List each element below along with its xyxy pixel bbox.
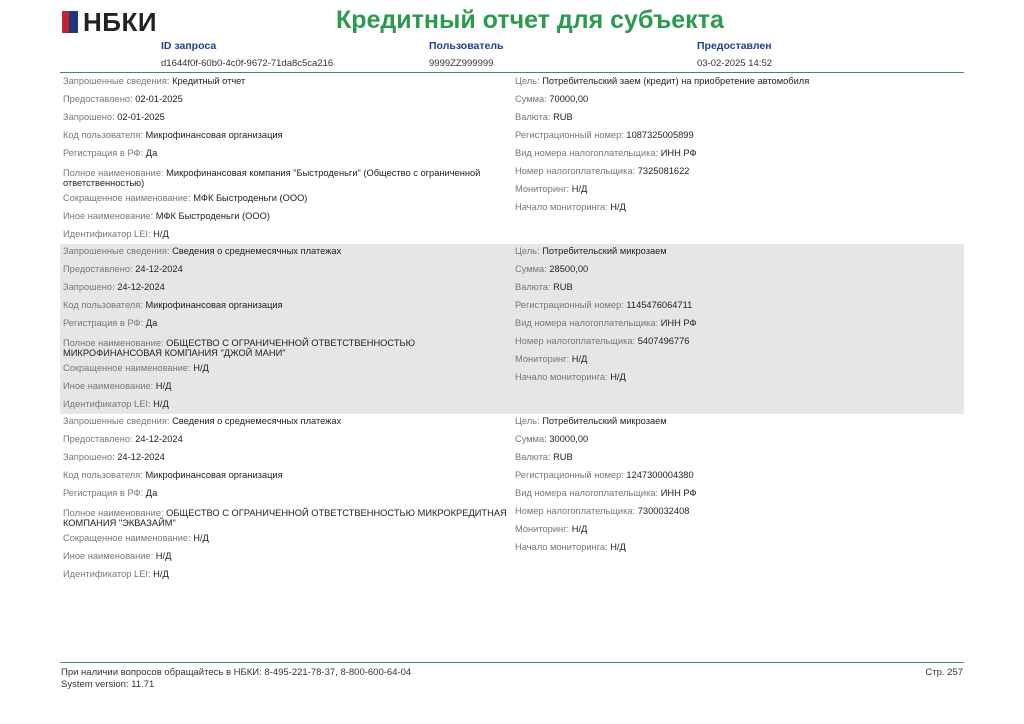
footer-version: System version: 11.71 xyxy=(61,679,155,690)
field-row xyxy=(63,568,169,580)
field-row xyxy=(63,362,209,374)
field-value: 02-01-2025 xyxy=(117,112,165,122)
field-label: Вид номера налогоплательщика: xyxy=(515,488,661,498)
field-row xyxy=(515,165,689,177)
field-value: Н/Д xyxy=(571,354,588,364)
user-value: 9999ZZ999999 xyxy=(429,58,494,69)
page-number: Стр. 257 xyxy=(925,667,963,678)
field-value: Н/Д xyxy=(610,202,626,212)
field-label: Полное наименование: xyxy=(63,168,167,178)
field-value: Н/Д xyxy=(571,524,588,534)
field-row xyxy=(63,299,283,311)
field-label: Начало мониторинга: xyxy=(515,542,611,552)
field-row xyxy=(515,371,626,383)
field-value: Да xyxy=(145,488,158,498)
field-value: 1087325005899 xyxy=(626,130,694,140)
field-value: RUB xyxy=(553,452,573,462)
field-label: Мониторинг: xyxy=(515,354,572,364)
logo-text: НБКИ xyxy=(83,6,158,37)
inquiry-block xyxy=(60,74,964,244)
field-label: Иное наименование: xyxy=(63,381,156,391)
field-label: Запрошено: xyxy=(63,282,118,292)
field-label: Запрошено: xyxy=(63,452,118,462)
request-id-label: ID запроса xyxy=(161,40,217,52)
field-value: Микрофинансовая организация xyxy=(145,300,283,310)
field-value: Н/Д xyxy=(610,542,626,552)
field-row xyxy=(515,245,667,257)
field-value: Н/Д xyxy=(571,184,588,194)
field-label: Мониторинг: xyxy=(515,184,572,194)
inquiry-block xyxy=(60,244,964,414)
field-label: Регистрационный номер: xyxy=(515,300,627,310)
field-row xyxy=(63,532,209,544)
field-label: Номер налогоплательщика: xyxy=(515,336,638,346)
field-label: Регистрация в РФ: xyxy=(63,318,146,328)
field-label: Вид номера налогоплательщика: xyxy=(515,318,661,328)
field-label: Валюта: xyxy=(515,282,554,292)
field-label: Сумма: xyxy=(515,94,550,104)
field-row xyxy=(515,263,588,275)
field-row xyxy=(515,299,692,311)
field-label: Вид номера налогоплательщика: xyxy=(515,148,661,158)
field-value: Н/Д xyxy=(193,533,209,543)
field-value: 24-12-2024 xyxy=(117,282,165,292)
field-row xyxy=(515,201,626,213)
inquiry-blocks xyxy=(60,74,964,584)
field-row xyxy=(515,75,809,87)
field-value: Н/Д xyxy=(155,551,172,561)
field-label: Идентификатор LEI: xyxy=(63,569,154,579)
field-value: RUB xyxy=(553,112,573,122)
field-row xyxy=(515,93,588,105)
field-label: Номер налогоплательщика: xyxy=(515,166,638,176)
request-id-value: d1644f0f-60b0-4c0f-9672-71da8c5ca216 xyxy=(161,58,334,69)
field-row xyxy=(63,147,157,159)
field-row xyxy=(63,550,171,562)
field-row xyxy=(63,398,169,410)
field-label: Начало мониторинга: xyxy=(515,202,611,212)
field-label: Полное наименование: xyxy=(63,508,167,518)
field-label: Иное наименование: xyxy=(63,211,156,221)
field-row xyxy=(63,433,183,445)
field-value: Микрофинансовая организация xyxy=(145,470,283,480)
header-divider xyxy=(60,72,964,73)
field-row xyxy=(515,433,588,445)
field-label: Сумма: xyxy=(515,434,550,444)
field-label: Запрошенные сведения: xyxy=(63,246,173,256)
field-value: Н/Д xyxy=(153,569,169,579)
field-value: 7325081622 xyxy=(637,166,690,176)
footer xyxy=(61,667,411,691)
field-row xyxy=(63,192,307,204)
field-row xyxy=(515,111,573,123)
field-row xyxy=(515,281,573,293)
provided-column xyxy=(697,40,772,69)
field-label: Валюта: xyxy=(515,112,554,122)
field-label: Цель: xyxy=(515,416,543,426)
field-label: Идентификатор LEI: xyxy=(63,229,154,239)
field-label: Сумма: xyxy=(515,264,550,274)
field-label: Сокращенное наименование: xyxy=(63,193,194,203)
field-label: Сокращенное наименование: xyxy=(63,533,194,543)
field-label: Запрошено: xyxy=(63,112,118,122)
field-value: ИНН РФ xyxy=(660,318,697,328)
provided-label: Предоставлен xyxy=(697,40,772,52)
field-label: Идентификатор LEI: xyxy=(63,399,154,409)
field-label: Иное наименование: xyxy=(63,551,156,561)
field-row xyxy=(63,469,283,481)
field-value: 30000,00 xyxy=(549,434,589,444)
field-value: 5407496776 xyxy=(637,336,690,346)
field-label: Регистрация в РФ: xyxy=(63,488,146,498)
field-value: Н/Д xyxy=(193,363,209,373)
field-label: Валюта: xyxy=(515,452,554,462)
inquiry-block xyxy=(60,414,964,584)
nbki-logo xyxy=(62,6,158,37)
field-value: Микрофинансовая организация xyxy=(145,130,283,140)
field-row xyxy=(63,317,157,329)
footer-divider xyxy=(60,662,964,663)
field-row xyxy=(63,451,165,463)
field-row xyxy=(515,147,697,159)
field-row xyxy=(515,505,689,517)
field-row xyxy=(63,93,183,105)
field-value: 1145476064711 xyxy=(626,300,693,310)
field-value: Кредитный отчет xyxy=(172,76,246,86)
field-value: ИНН РФ xyxy=(660,488,697,498)
field-row xyxy=(515,487,697,499)
field-value: Н/Д xyxy=(155,381,172,391)
field-value: 28500,00 xyxy=(549,264,589,274)
field-value: 02-01-2025 xyxy=(135,94,183,104)
field-value: 1247300004380 xyxy=(626,470,694,480)
field-label: Код пользователя: xyxy=(63,300,146,310)
field-label: Номер налогоплательщика: xyxy=(515,506,638,516)
field-label: Регистрационный номер: xyxy=(515,130,627,140)
field-label: Запрошенные сведения: xyxy=(63,76,173,86)
field-value: МФК Быстроденьги (ООО) xyxy=(155,211,270,221)
field-row xyxy=(515,415,667,427)
field-label: Запрошенные сведения: xyxy=(63,416,173,426)
field-row xyxy=(515,335,689,347)
field-row xyxy=(63,75,245,87)
field-value: Н/Д xyxy=(610,372,626,382)
field-label: Регистрация в РФ: xyxy=(63,148,146,158)
field-row xyxy=(63,415,341,427)
field-value: Н/Д xyxy=(153,229,169,239)
field-value: 24-12-2024 xyxy=(135,264,183,274)
provided-value: 03-02-2025 14:52 xyxy=(697,58,773,69)
user-column xyxy=(429,40,503,69)
field-row xyxy=(63,380,171,392)
field-label: Предоставлено: xyxy=(63,94,136,104)
field-label: Код пользователя: xyxy=(63,470,146,480)
field-row xyxy=(515,451,573,463)
field-label: Цель: xyxy=(515,76,543,86)
field-row xyxy=(63,338,508,358)
field-label: Начало мониторинга: xyxy=(515,372,611,382)
field-row xyxy=(63,210,270,222)
field-label: Цель: xyxy=(515,246,543,256)
field-label: Мониторинг: xyxy=(515,524,572,534)
field-value: МФК Быстроденьги (ООО) xyxy=(193,193,308,203)
field-row xyxy=(515,129,694,141)
nbki-logo-icon xyxy=(62,11,78,33)
request-id-column xyxy=(161,40,333,69)
field-value: Сведения о среднемесячных платежах xyxy=(172,246,342,256)
field-value: Микрофинансовая компания "Быстроденьги" (Общество с ограниченной ответственностью) xyxy=(63,168,481,188)
field-value: Да xyxy=(145,148,158,158)
field-value: Да xyxy=(145,318,158,328)
field-value: 24-12-2024 xyxy=(135,434,183,444)
field-value: Н/Д xyxy=(153,399,169,409)
field-value: Потребительский микрозаем xyxy=(542,416,667,426)
footer-contact: При наличии вопросов обращайтесь в НБКИ: 8-495-221-78-37, 8-800-600-64-04 xyxy=(61,667,412,678)
field-label: Код пользователя: xyxy=(63,130,146,140)
field-row xyxy=(515,469,694,481)
field-row xyxy=(515,183,587,195)
field-row xyxy=(515,523,587,535)
page-title: Кредитный отчет для субъекта xyxy=(336,6,724,34)
field-value: 7300032408 xyxy=(637,506,690,516)
field-row xyxy=(63,263,183,275)
field-value: Сведения о среднемесячных платежах xyxy=(172,416,342,426)
field-row xyxy=(63,111,165,123)
field-label: Регистрационный номер: xyxy=(515,470,627,480)
field-row xyxy=(63,508,508,528)
field-row xyxy=(63,168,508,188)
field-label: Полное наименование: xyxy=(63,338,167,348)
field-value: ОБЩЕСТВО С ОГРАНИЧЕННОЙ ОТВЕТСТВЕННОСТЬЮ МИКРОФИНАНСОВАЯ КОМПАНИЯ "ДЖОЙ МАНИ" xyxy=(63,338,415,358)
field-label: Предоставлено: xyxy=(63,434,136,444)
field-label: Предоставлено: xyxy=(63,264,136,274)
field-value: Потребительский заем (кредит) на приобретение автомобиля xyxy=(542,76,810,86)
field-row xyxy=(515,541,626,553)
field-value: ИНН РФ xyxy=(660,148,697,158)
field-row xyxy=(63,245,341,257)
user-label: Пользователь xyxy=(429,40,504,52)
field-value: 24-12-2024 xyxy=(117,452,165,462)
field-row xyxy=(63,281,165,293)
field-value: 70000,00 xyxy=(549,94,589,104)
field-value: ОБЩЕСТВО С ОГРАНИЧЕННОЙ ОТВЕТСТВЕННОСТЬЮ МИКРОКРЕДИТНАЯ КОМПАНИЯ "ЭКВАЗАЙМ" xyxy=(63,508,507,528)
field-row xyxy=(515,353,587,365)
field-row xyxy=(515,317,697,329)
field-row xyxy=(63,487,157,499)
field-row xyxy=(63,129,283,141)
field-row xyxy=(63,228,169,240)
field-value: Потребительский микрозаем xyxy=(542,246,667,256)
field-label: Сокращенное наименование: xyxy=(63,363,194,373)
field-value: RUB xyxy=(553,282,573,292)
